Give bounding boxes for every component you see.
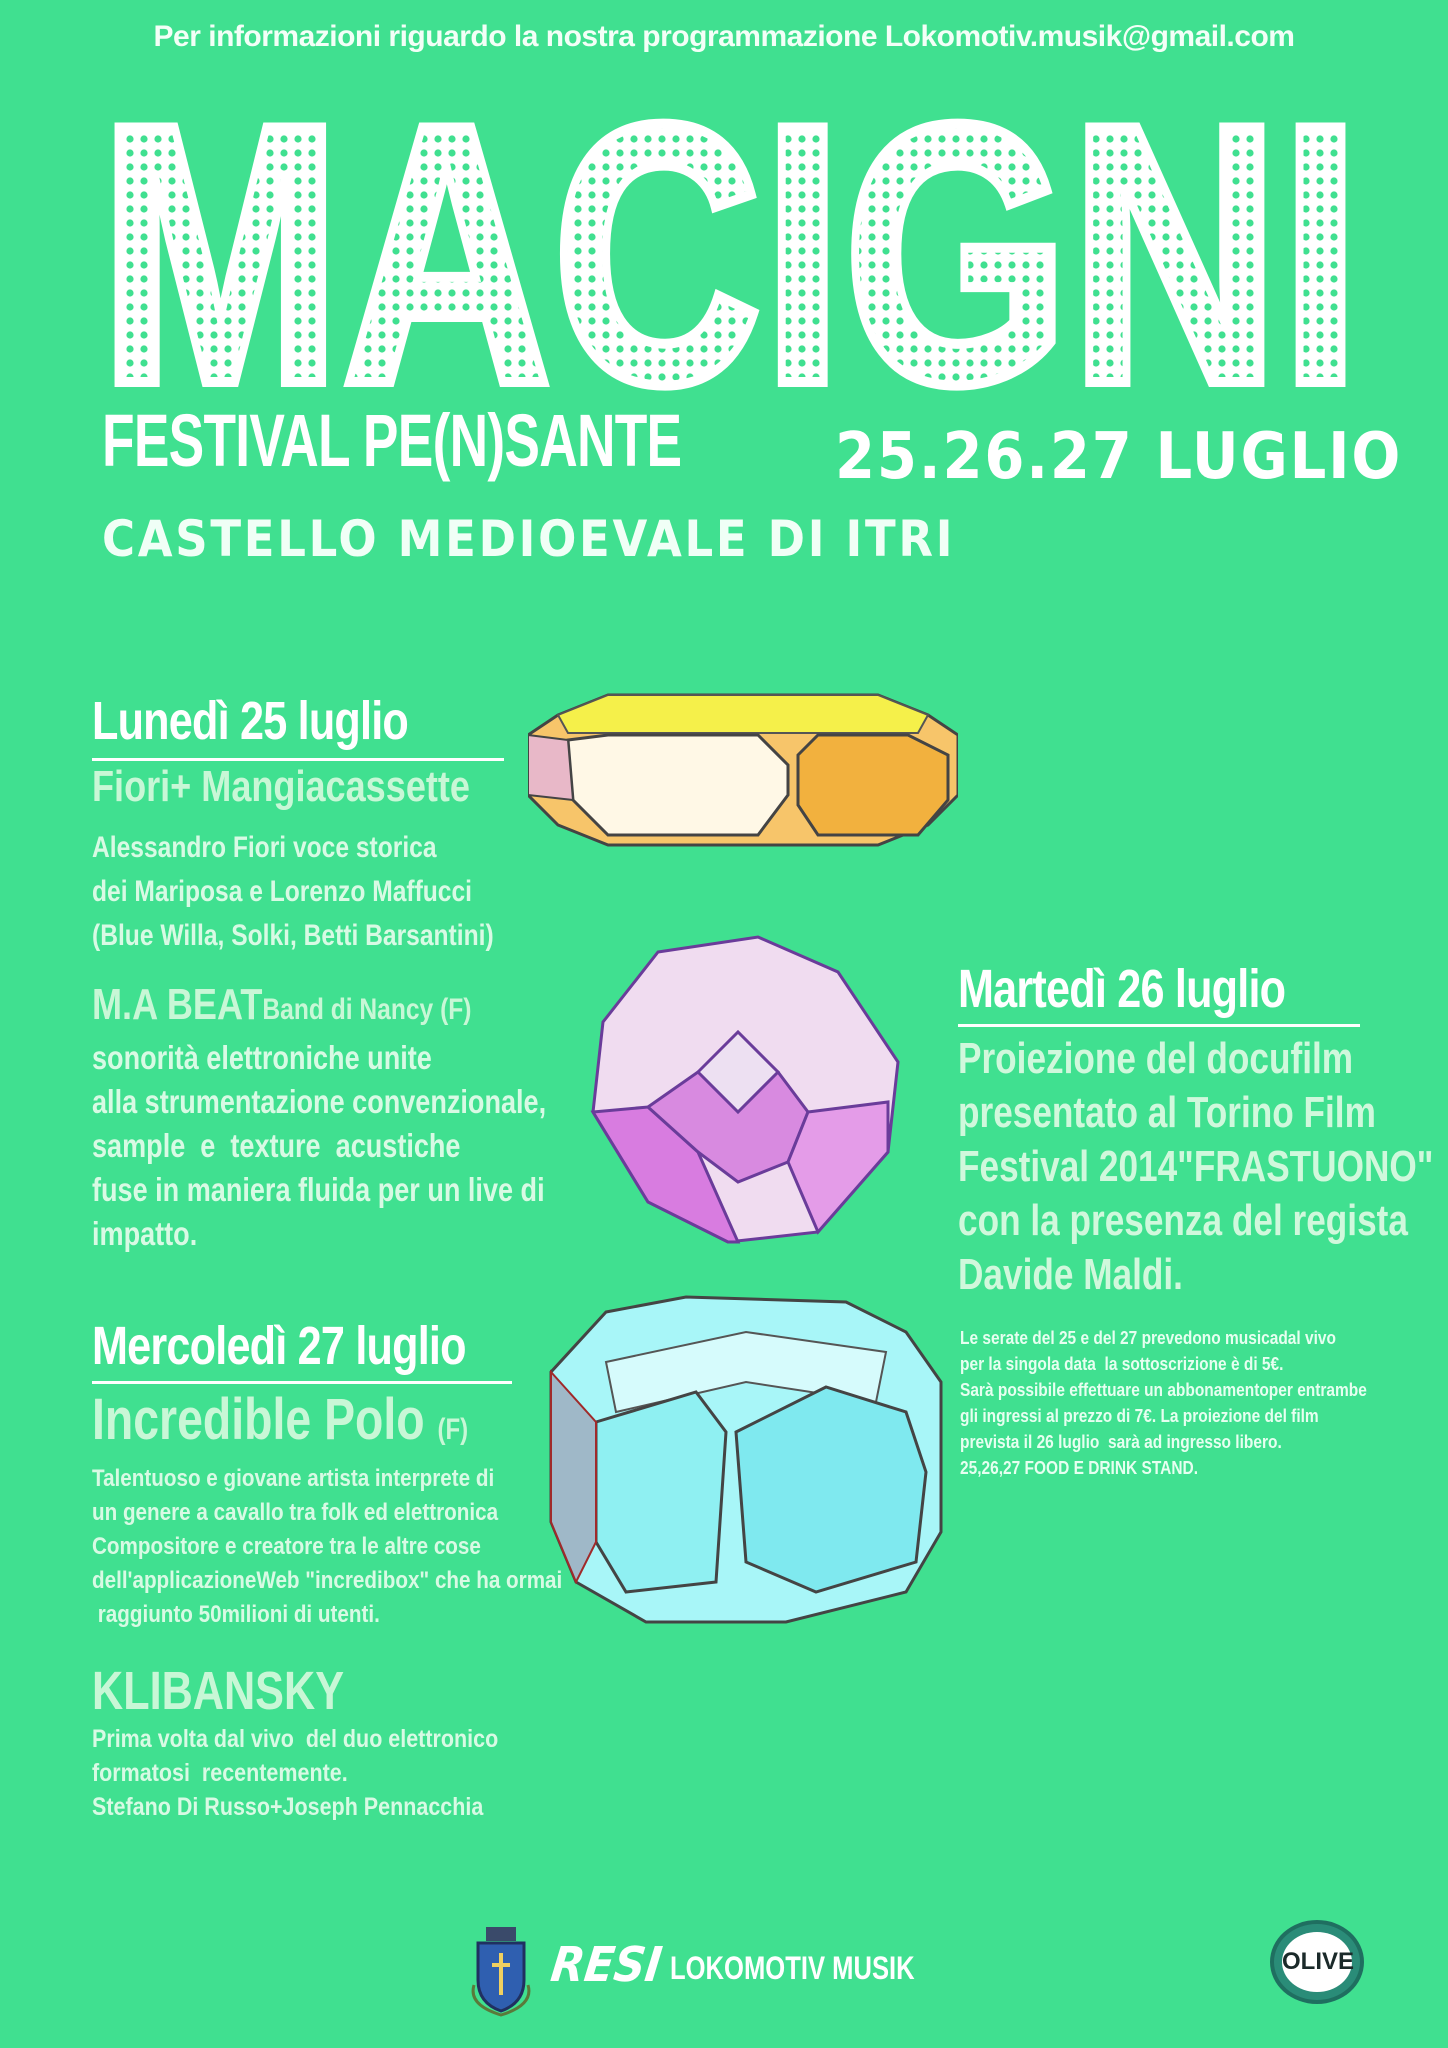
venue: CASTELLO MEDIOEVALE DI ITRI	[102, 510, 956, 568]
poster-title	[95, 90, 1365, 400]
festival-dates: 25.26.27 LUGLIO	[835, 420, 1403, 494]
resi-logo: RESI	[547, 1937, 665, 1993]
monday-act1-name: Fiori+ Mangiacassette	[92, 762, 470, 811]
monday-act1-desc: Alessandro Fiori voce storica dei Mariposa e Lorenzo Maffucci (Blue Willa, Solki, Betti Barsantini)	[92, 831, 494, 952]
festival-name: FESTIVAL PE(N)SANTE	[102, 399, 682, 482]
wednesday-act2-desc: Prima volta dal vivo del duo elettronico formatosi recentemente. Stefano Di Russo+Joseph Pennacchia	[92, 1725, 499, 1821]
tuesday-rule	[958, 1024, 1360, 1027]
tuesday-desc: Proiezione del docufilm presentato al Torino Film Festival 2014"FRASTUONO" con la presenza del regista Davide Maldi.	[958, 1034, 1434, 1299]
ticket-notes: Le serate del 25 e del 27 prevedono musicadal vivo per la singola data la sottoscrizione è di 5€. Sarà possibile effettuare un abbonamentoper entrambe gli ingressi al prezzo di 7€. La proiezione del film prevista il 26 luglio sarà ad ingresso libero. 25,26,27 FOOD E DRINK STAND.	[960, 1328, 1367, 1478]
wednesday-act1-tag: (F)	[437, 1413, 469, 1446]
info-line: Per informazioni riguardo la nostra programmazione Lokomotiv.musik@gmail.com	[153, 20, 1295, 53]
gem-cyan-icon	[546, 1292, 946, 1632]
monday-rule	[92, 758, 504, 761]
lokomotiv-logo: LOKOMOTIV MUSIK	[670, 1950, 915, 1986]
tuesday-heading: Martedì 26 luglio	[958, 959, 1286, 1019]
wednesday-rule	[92, 1381, 512, 1384]
wednesday-act1-name: Incredible Polo	[92, 1387, 425, 1452]
monday-act2-desc: sonorità elettroniche unite alla strumentazione convenzionale, sample e texture acustiche fuse in maniera fluida per un live di impatto.	[92, 1039, 547, 1252]
gem-yellow-icon	[528, 675, 958, 875]
monday-heading: Lunedì 25 luglio	[92, 691, 409, 751]
crest-icon	[468, 1925, 534, 2017]
monday-act2-tag: Band di Nancy (F)	[262, 993, 472, 1026]
monday-act2-name: M.A BEAT	[92, 980, 263, 1029]
wednesday-heading: Mercoledì 27 luglio	[92, 1316, 466, 1376]
wednesday-act1-desc: Talentuoso e giovane artista interprete di un genere a cavallo tra folk ed elettronica Compositore e creatore tra le altre cose dell'applicazioneWeb "incredibox" che ha ormai raggiunto 50milioni di utenti.	[92, 1465, 563, 1628]
wednesday-act1	[92, 1386, 468, 1453]
olive-badge	[1270, 1920, 1364, 2004]
monday-act2	[92, 980, 471, 1030]
title-text: MACIGNI	[99, 90, 1361, 400]
gem-pink-icon	[588, 932, 908, 1252]
olive-label: OLIVE	[1282, 1932, 1352, 1992]
wednesday-act2-name: KLIBANSKY	[92, 1661, 345, 1721]
